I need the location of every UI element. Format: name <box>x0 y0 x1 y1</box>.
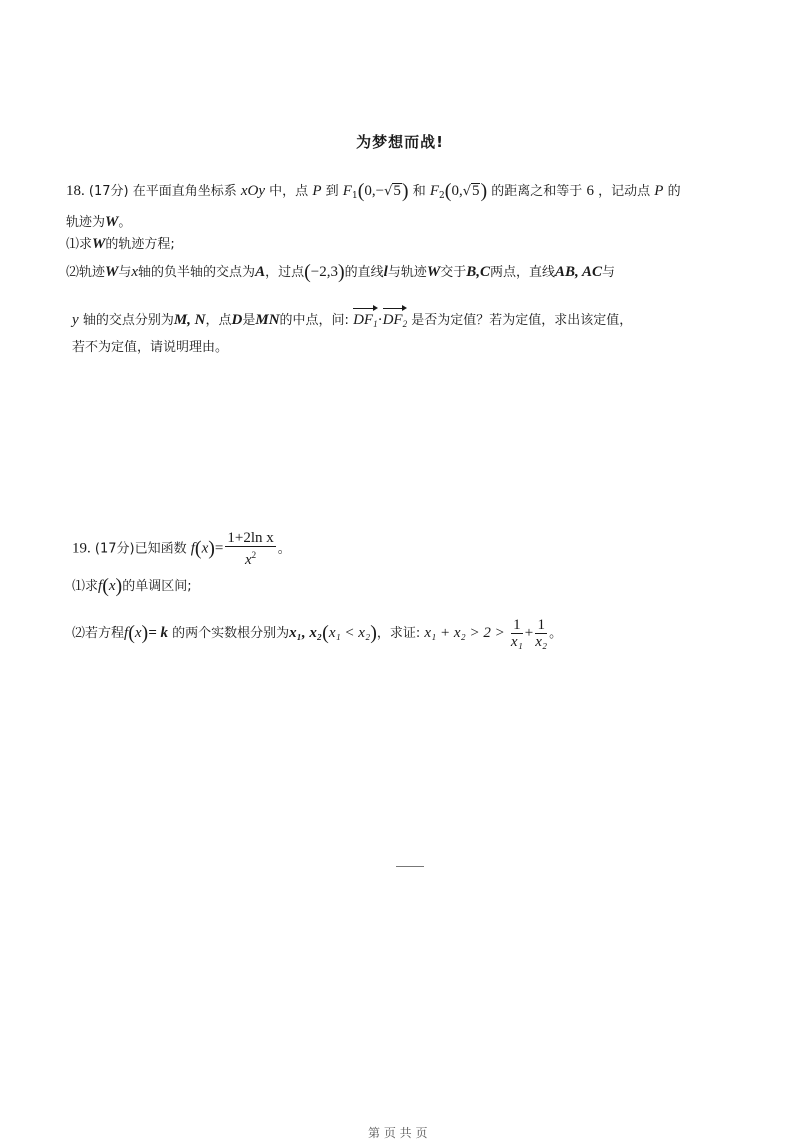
q18-text: 的 <box>667 184 681 199</box>
q18-text: 在平面直角坐标系 <box>132 184 237 199</box>
q18-text: 的直线 <box>344 265 384 280</box>
q18-text: 与 <box>601 265 615 280</box>
q19-var-f: f <box>124 625 129 641</box>
q19-var-x: x <box>134 625 142 641</box>
q19-part2-label: ⑵若方程 <box>72 626 125 641</box>
q18-var-d: D <box>231 312 243 328</box>
vector-df1 <box>353 307 378 334</box>
q18-var-w: W <box>426 264 441 280</box>
q19-var-x: x <box>108 578 116 594</box>
page-title: 为梦想而战! <box>356 133 444 151</box>
q18-num-6: 6 <box>586 183 594 199</box>
q18-var-f2: F <box>429 183 440 199</box>
dot-operator: · <box>377 312 383 328</box>
q18-line-1: 18. (17分) 在平面直角坐标系 xOy 中，点 P 到 $F_1(0,-√5)$ 和 $F_2(0,√5)$ 的距离之和等于 6 ，记动点 P 的 <box>66 180 681 202</box>
q18-score: (17分) <box>88 184 129 199</box>
q18-text: ，记动点 <box>598 184 651 199</box>
q18-var-mn: M, N <box>173 312 206 328</box>
q18-text: 与 <box>118 265 132 280</box>
q19-eq-k: = k <box>148 625 169 641</box>
q18-f2-coord: 0, <box>451 183 463 199</box>
q18-part-1 <box>66 234 175 255</box>
q18-text: 交于 <box>440 265 467 280</box>
vector-df2-sub: 2 <box>402 319 408 329</box>
q18-text: 是否为定值？若为定值，求出该定值， <box>411 313 633 328</box>
q18-var-p: P <box>312 183 322 199</box>
q19-line-1: 19. (17分)已知函数 f(x)= $\frac{\text{1+2ln x}}{x^2}$ 。 <box>72 530 291 568</box>
q18-var-w: W <box>92 236 106 252</box>
q18-var-bc: B,C <box>466 264 490 280</box>
q19-frac-1 <box>511 617 523 650</box>
q18-part-2-line-1: ⑵轨迹W与x轴的负半轴的交点为A，过点(−2,3)的直线l与轨迹W交于B,C两点，直线AB, AC与 <box>66 261 615 283</box>
q19-text: 的单调区间; <box>122 579 192 594</box>
page-divider-mark <box>396 866 424 867</box>
q19-text: 。 <box>277 541 291 557</box>
q19-roots: x₁, x₂ <box>289 625 323 641</box>
q18-text: 是 <box>242 313 256 328</box>
q18-text: 轴的交点分别为 <box>82 313 174 328</box>
vector-df2-label: DF <box>382 312 403 328</box>
q18-point: −2,3 <box>310 264 338 280</box>
q18-var-p: P <box>654 183 664 199</box>
q19-text: 已知函数 <box>134 541 187 557</box>
q19-score: (17分) <box>94 541 135 557</box>
q18-text: 轨迹为 <box>66 215 106 230</box>
q18-f1-sub: 1 <box>351 191 358 201</box>
q19-var-x: x <box>201 540 209 557</box>
q18-text: 中，点 <box>269 184 309 199</box>
q18-var-l: l <box>383 264 388 280</box>
q19-fraction <box>225 530 275 568</box>
q18-text: 的中点，问: <box>279 313 349 328</box>
q18-part2-label: ⑵轨迹 <box>66 265 106 280</box>
q19-number: 19. <box>72 540 91 557</box>
q19-denominator: x <box>245 552 252 568</box>
q18-text: 若不为定值，请说明理由。 <box>72 340 229 355</box>
q18-var-x: x <box>131 264 139 280</box>
q19-inequality: x₁ + x₂ > 2 > <box>424 625 505 641</box>
q19-text: 。 <box>549 626 563 641</box>
page-footer: 第 页 共 页 <box>368 1126 428 1140</box>
q18-line-2 <box>66 212 131 233</box>
q18-f2-sub: 2 <box>439 191 445 201</box>
q18-text: 与轨迹 <box>387 265 427 280</box>
q19-root-condition: x₁ < x₂ <box>328 625 371 641</box>
q18-text: 。 <box>118 215 132 230</box>
q18-var-w: W <box>105 264 119 280</box>
q18-text: 和 <box>412 184 426 199</box>
q18-line-5 <box>72 338 228 358</box>
q18-f1-sqrt: 5 <box>393 183 401 199</box>
q18-part-2-line-2 <box>72 307 632 334</box>
q19-text: ，求证: <box>376 626 421 641</box>
q19-frac-1-num: 1 <box>511 617 523 634</box>
q19-denominator-exp: 2 <box>251 550 257 560</box>
q18-var-ab-ac: AB, AC <box>555 264 602 280</box>
q18-var-w: W <box>105 214 119 230</box>
q18-var-a: A <box>255 264 266 280</box>
q19-part1-label: ⑴求 <box>72 579 99 594</box>
q19-numerator: 1+2ln x <box>227 530 274 546</box>
q18-f1-coord: 0,− <box>364 183 385 199</box>
q18-text: 到 <box>325 184 339 199</box>
q19-frac-1-den: x₁ <box>510 634 523 650</box>
q18-part1-label: ⑴求 <box>66 237 93 252</box>
vector-df1-sub: 1 <box>373 319 378 329</box>
q18-var-mn: MN <box>255 312 280 328</box>
q18-var-xoy: xOy <box>240 183 266 199</box>
q19-eq: = <box>214 540 224 557</box>
q18-var-f1: F <box>342 183 352 199</box>
q19-text: 的两个实数根分别为 <box>172 626 290 641</box>
q19-frac-2-den: x₂ <box>535 634 548 650</box>
q18-text: ，过点 <box>265 265 305 280</box>
q19-var-f: f <box>98 578 103 594</box>
q18-text: 的距离之和等于 <box>491 184 583 199</box>
q19-frac-2 <box>535 617 547 650</box>
q18-var-y: y <box>72 312 79 328</box>
q19-frac-2-num: 1 <box>535 617 547 634</box>
q18-text: ，点 <box>205 313 232 328</box>
q18-text: 轴的负半轴的交点为 <box>138 265 256 280</box>
q18-number: 18. <box>66 183 85 199</box>
q19-plus: + <box>524 625 534 641</box>
q18-text: 两点，直线 <box>489 265 555 280</box>
q18-f2-sqrt: 5 <box>471 183 480 199</box>
q19-var-f: f <box>190 540 195 557</box>
vector-df1-label: DF <box>353 312 374 328</box>
q19-part-1: ⑴求f(x)的单调区间; <box>72 575 192 597</box>
vector-df2 <box>383 307 408 334</box>
q18-text: 的轨迹方程; <box>105 237 175 252</box>
q19-part-2: ⑵若方程f(x)= k 的两个实数根分别为x₁, x₂(x₁ < x₂)，求证: x₁ + x₂ > 2 > $\frac{1}{\text{x₁}}$ + $\frac{1}{\text{x₂}}$ 。 <box>72 617 563 650</box>
